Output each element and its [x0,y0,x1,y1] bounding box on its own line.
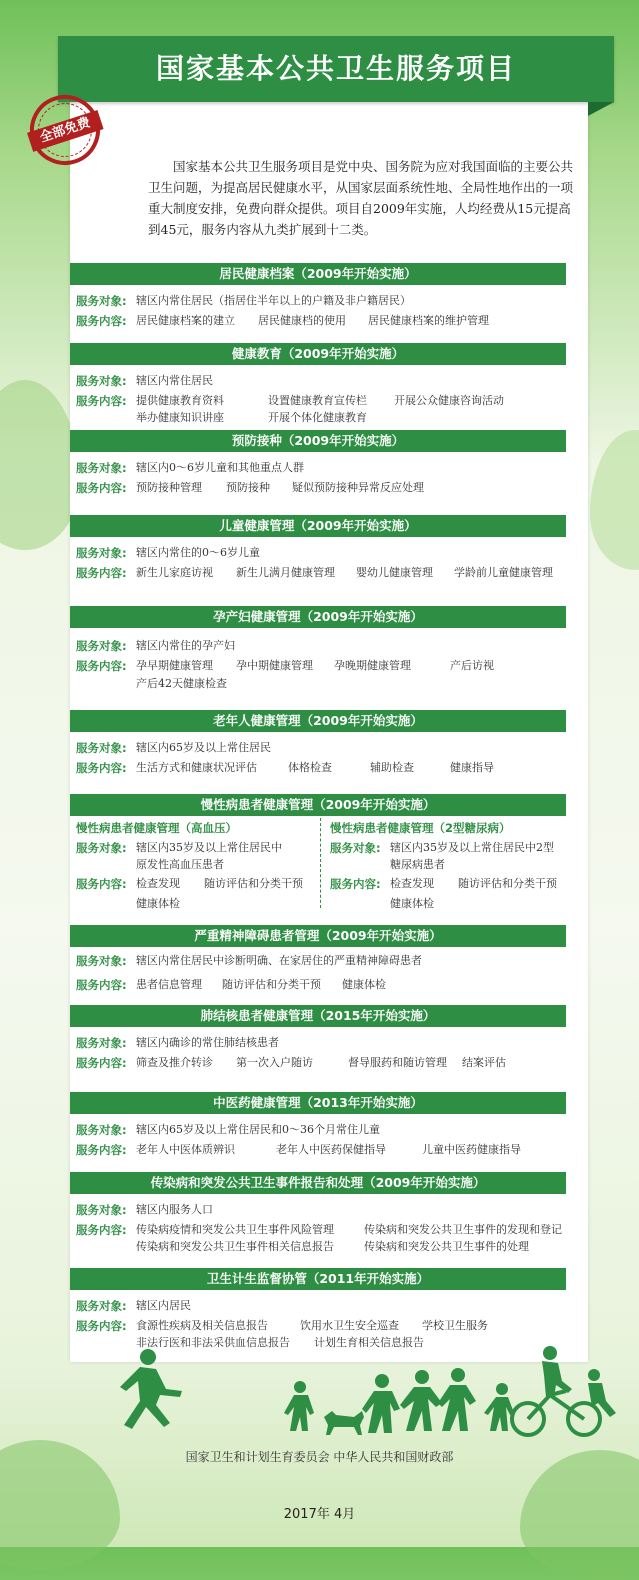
content-label: 服务内容: [76,566,127,580]
section-health-records [70,263,566,331]
content-item: 健康体检 [390,897,434,910]
section-chronic-disease [70,794,566,924]
target-value: 辖区内服务人口 [136,1203,213,1216]
footer-organizations: 国家卫生和计划生育委员会 中华人民共和国财政部 [185,1450,454,1464]
content-item: 健康体检 [136,897,180,910]
target-label: 服务对象: [76,461,127,475]
child-silhouette-1 [284,1381,314,1431]
content-item: 食源性疾病及相关信息报告 [136,1319,268,1332]
target-value: 辖区内65岁及以上常住居民 [136,741,271,754]
target-value: 辖区内常住居民 [136,374,213,387]
content-item: 居民健康档案的维护管理 [368,314,489,327]
title-banner [58,36,614,102]
content-item: 儿童中医药健康指导 [422,1143,521,1156]
content-item: 设置健康教育宣传栏 [268,394,367,407]
content-item: 检查发现 [390,877,434,890]
target-value: 辖区内常住居民（指居住半年以上的户籍及非户籍居民） [136,294,411,307]
section-title: 预防接种（2009年开始实施） [70,430,566,452]
subsection-diabetes [324,818,574,914]
content-item: 传染病和突发公共卫生事件的发现和登记 [364,1223,562,1236]
family-silhouette-illustration [110,1345,620,1440]
leaf-decoration [0,380,80,550]
subsection-title: 慢性病患者健康管理（高血压） [76,821,237,835]
subsection-title: 慢性病患者健康管理（2型糖尿病） [330,821,511,835]
dog-silhouette [324,1411,364,1435]
content-label: 服务内容: [76,481,127,495]
child-silhouette-5 [484,1383,514,1431]
content-item: 患者信息管理 [136,978,202,991]
subsection-hypertension [70,818,320,914]
content-item: 饮用水卫生安全巡查 [300,1319,399,1332]
content-label: 服务内容: [76,659,127,673]
content-item: 结案评估 [462,1056,506,1069]
content-label: 服务内容: [76,394,127,408]
leaf-decoration [590,430,639,570]
content-item: 督导服药和随访管理 [348,1056,447,1069]
content-item: 开展个体化健康教育 [268,411,367,424]
content-item: 学龄前儿童健康管理 [454,566,553,579]
content-label: 服务内容: [76,1223,127,1237]
target-value: 辖区内35岁及以上常住居民中2型 [390,841,554,854]
section-title: 中医药健康管理（2013年开始实施） [70,1092,566,1114]
content-item: 孕早期健康管理 [136,659,213,672]
target-value: 辖区内居民 [136,1299,191,1312]
content-item: 非法行医和非法采供血信息报告 [136,1336,290,1349]
target-value: 原发性高血压患者 [136,858,224,871]
content-item: 辅助检查 [370,761,414,774]
page-title: 国家基本公共卫生服务项目 [155,52,516,85]
section-elderly-health [70,710,566,778]
footer-date: 2017年 4月 [283,1507,356,1522]
content-item: 婴幼儿健康管理 [356,566,433,579]
target-label: 服务对象: [330,841,381,855]
section-infectious-disease [70,1172,566,1258]
section-title: 卫生计生监督协管（2011年开始实施） [70,1268,566,1290]
content-item: 健康指导 [450,761,494,774]
content-item: 孕晚期健康管理 [334,659,411,672]
target-label: 服务对象: [76,1123,127,1137]
target-label: 服务对象: [76,639,127,653]
section-title: 传染病和突发公共卫生事件报告和处理（2009年开始实施） [70,1172,566,1194]
content-item: 预防接种 [226,481,270,494]
content-item: 检查发现 [136,877,180,890]
target-label: 服务对象: [76,954,127,968]
target-label: 服务对象: [76,294,127,308]
content-label: 服务内容: [76,1056,127,1070]
runner-silhouette [120,1349,182,1429]
content-item: 开展公众健康咨询活动 [394,394,504,407]
section-title: 孕产妇健康管理（2009年开始实施） [70,606,566,628]
target-value: 辖区内常住居民中诊断明确、在家居住的严重精神障碍患者 [136,954,422,967]
target-value: 辖区内确诊的常住肺结核患者 [136,1036,279,1049]
section-health-supervision [70,1268,566,1354]
target-value: 糖尿病患者 [390,858,445,871]
content-item: 随访评估和分类干预 [204,877,303,890]
content-item: 计划生育相关信息报告 [314,1336,424,1349]
content-label: 服务内容: [330,877,381,891]
section-title: 健康教育（2009年开始实施） [70,343,566,365]
child-silhouette-3 [400,1370,442,1431]
content-item: 产后访视 [450,659,494,672]
content-item: 产后42天健康检查 [136,677,227,690]
content-item: 学校卫生服务 [422,1319,488,1332]
cyclist-silhouette [512,1346,616,1435]
section-vaccination [70,430,566,498]
banner-fold [588,102,614,116]
content-item: 举办健康知识讲座 [136,411,224,424]
content-item: 新生儿满月健康管理 [236,566,335,579]
content-item: 居民健康档案的建立 [136,314,235,327]
content-label: 服务内容: [76,978,127,992]
content-item: 老年人中医药保健指导 [276,1143,386,1156]
target-label: 服务对象: [76,546,127,560]
target-value: 辖区内35岁及以上常住居民中 [136,841,282,854]
content-item: 新生儿家庭访视 [136,566,213,579]
section-title: 肺结核患者健康管理（2015年开始实施） [70,1005,566,1027]
content-item: 孕中期健康管理 [236,659,313,672]
target-label: 服务对象: [76,741,127,755]
intro-paragraph: 国家基本公共卫生服务项目是党中央、国务院为应对我国面临的主要公共卫生问题，为提高居民健康水平，从国家层面系统性地、全局性地作出的一项重大制度安排，免费向群众提供。项目自2009年实施，人均经费从15元提高到45元，服务内容从九类扩展到十二类。 [148,159,574,237]
target-label: 服务对象: [76,1203,127,1217]
section-title: 老年人健康管理（2009年开始实施） [70,710,566,732]
section-title: 儿童健康管理（2009年开始实施） [70,515,566,537]
content-item: 疑似预防接种异常反应处理 [292,481,424,494]
section-title: 慢性病患者健康管理（2009年开始实施） [70,794,566,816]
target-value: 辖区内0～6岁儿童和其他重点人群 [136,461,304,474]
content-item: 老年人中医体质辨识 [136,1143,235,1156]
content-item: 传染病和突发公共卫生事件相关信息报告 [136,1240,334,1253]
stamp-text: 全部免费 [27,110,104,152]
target-label: 服务对象: [76,1036,127,1050]
content-label: 服务内容: [76,1319,127,1333]
target-label: 服务对象: [76,374,127,388]
target-value: 辖区内常住的0～6岁儿童 [136,546,260,559]
content-item: 随访评估和分类干预 [222,978,321,991]
child-silhouette-4 [438,1368,476,1431]
content-item: 传染病疫情和突发公共卫生事件风险管理 [136,1223,334,1236]
content-item: 居民健康档的使用 [258,314,346,327]
section-health-education [70,343,566,429]
target-value: 辖区内65岁及以上常住居民和0～36个月常住儿童 [136,1123,380,1136]
target-label: 服务对象: [76,841,127,855]
content-item: 提供健康教育资料 [136,394,224,407]
content-item: 筛查及推介转诊 [136,1056,213,1069]
target-value: 辖区内常住的孕产妇 [136,639,235,652]
section-child-health [70,515,566,583]
section-maternal-health [70,606,566,696]
section-tcm-health [70,1092,566,1160]
content-item: 健康体检 [342,978,386,991]
section-title: 居民健康档案（2009年开始实施） [70,263,566,285]
content-label: 服务内容: [76,314,127,328]
content-item: 生活方式和健康状况评估 [136,761,257,774]
content-item: 随访评估和分类干预 [458,877,557,890]
content-label: 服务内容: [76,877,127,891]
content-item: 第一次入户随访 [236,1056,313,1069]
subsection-divider [320,818,321,908]
content-item: 预防接种管理 [136,481,202,494]
content-label: 服务内容: [76,1143,127,1157]
child-silhouette-2 [362,1374,400,1433]
section-mental-disorder [70,925,566,995]
content-item: 体格检查 [288,761,332,774]
section-title: 严重精神障碍患者管理（2009年开始实施） [70,925,566,947]
section-tuberculosis [70,1005,566,1073]
content-label: 服务内容: [76,761,127,775]
content-item: 传染病和突发公共卫生事件的处理 [364,1240,529,1253]
target-label: 服务对象: [76,1299,127,1313]
